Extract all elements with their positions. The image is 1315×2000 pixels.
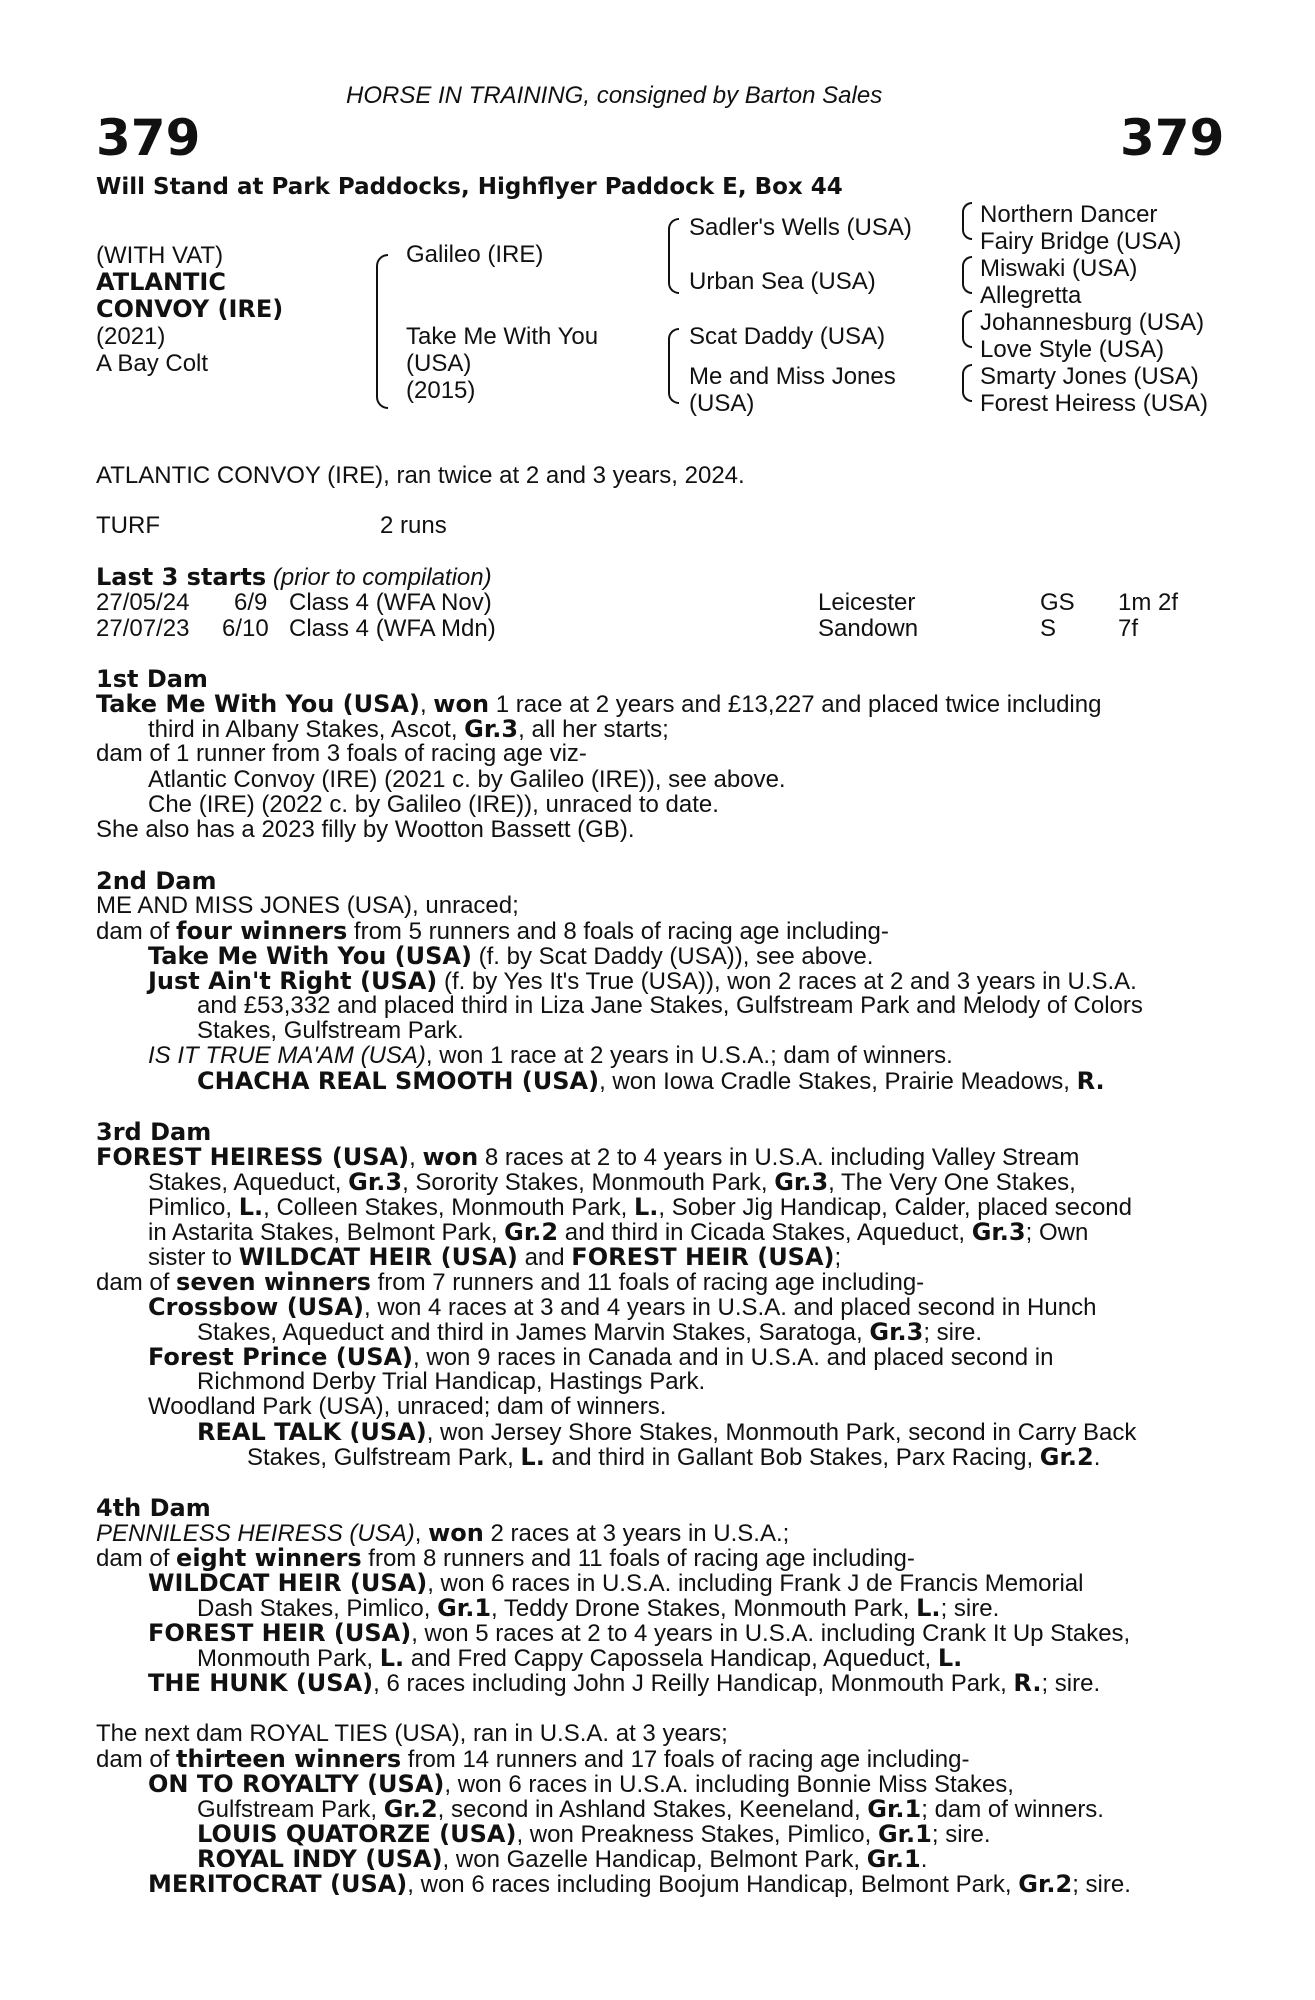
bold-text: L. xyxy=(916,1594,941,1622)
start-date: 27/05/24 xyxy=(96,589,190,616)
horse-year: (2021) xyxy=(96,323,166,350)
race-summary: ATLANTIC CONVOY (IRE), ran twice at 2 and 3 years, 2024. xyxy=(96,462,745,489)
pedigree-brace xyxy=(668,254,679,294)
section-title: 1st Dam xyxy=(96,665,208,693)
produce-line xyxy=(148,1670,1100,1697)
horse-name-line2: CONVOY (IRE) xyxy=(96,295,284,323)
bold-text: Gr.1 xyxy=(867,1795,922,1823)
dam-text: , xyxy=(409,1144,423,1171)
won-label: won xyxy=(433,690,490,718)
text-segment: and third in Gallant Bob Stakes, Parx Racing, xyxy=(544,1444,1040,1471)
dam-text: , won 1 race at 2 years in U.S.A.; dam of winners. xyxy=(425,1042,953,1069)
produce-line xyxy=(148,1871,1131,1898)
winners-count: four winners xyxy=(176,917,348,945)
text-segment: , Sober Jig Handicap, Calder, placed second xyxy=(658,1194,1132,1221)
dam-line xyxy=(96,1144,1079,1171)
dam-line xyxy=(148,1244,841,1271)
bold-text: L. xyxy=(633,1193,659,1221)
text-segment: dam of xyxy=(96,1746,177,1773)
dam-text: 1 race at 2 years and £13,227 and placed twice including xyxy=(489,691,1102,718)
text-segment: and third in Cicada Stakes, Aqueduct, xyxy=(558,1219,972,1246)
text-segment: ; sire. xyxy=(923,1319,982,1346)
text-segment: , won 6 races including Boojum Handicap, Belmont Park, xyxy=(407,1871,1019,1898)
text-segment: , 6 races including John J Reilly Handicap, Monmouth Park, xyxy=(373,1670,1014,1697)
produce-line: and £53,332 and placed third in Liza Jane Stakes, Gulfstream Park and Melody of Colors xyxy=(197,992,1143,1019)
dam-text: third in Albany Stakes, Ascot, xyxy=(148,716,465,743)
horse-description: A Bay Colt xyxy=(96,350,209,377)
dam-line: Take Me With You (USA), won 1 race at 2 years and £13,227 and placed twice including xyxy=(96,690,1102,718)
start-class: Class 4 (WFA Mdn) xyxy=(289,615,496,642)
horse-name: IS IT TRUE MA'AM (USA) xyxy=(148,1042,426,1069)
dam-name: Take Me With You (USA) xyxy=(96,690,420,718)
bold-text: Gr.2 xyxy=(504,1218,559,1246)
text-segment: and xyxy=(517,1244,572,1271)
produce-line xyxy=(148,1294,1096,1321)
produce-line: Atlantic Convoy (IRE) (2021 c. by Galileo (IRE)), see above. xyxy=(148,766,786,793)
bold-text: Gr.2 xyxy=(1039,1443,1094,1471)
text-segment: and Fred Cappy Capossela Handicap, Aqueduct, xyxy=(404,1645,938,1672)
dam-line: The next dam ROYAL TIES (USA), ran in U.S.A. at 3 years; xyxy=(96,1720,728,1747)
text-segment: Gulfstream Park, xyxy=(197,1796,384,1823)
text-segment: from 14 runners and 17 foals of racing age including- xyxy=(401,1746,970,1773)
grade-label: Gr.3 xyxy=(464,715,519,743)
bold-text: R. xyxy=(1013,1669,1042,1697)
produce-line: Richmond Derby Trial Handicap, Hastings Park. xyxy=(197,1368,706,1395)
text-segment: Pimlico, xyxy=(148,1194,239,1221)
horse-name: Just Ain't Right (USA) xyxy=(148,967,438,995)
bold-text: Gr.2 xyxy=(383,1795,438,1823)
pedigree-brace xyxy=(962,220,972,240)
dam-line xyxy=(96,918,889,945)
pedigree-brace xyxy=(962,274,972,294)
text-segment: from 8 runners and 11 foals of racing age including- xyxy=(361,1545,915,1572)
text-segment: ; sire. xyxy=(1041,1670,1101,1697)
last-starts-title: Last 3 starts xyxy=(96,563,267,591)
bold-text: MERITOCRAT (USA) xyxy=(148,1870,408,1898)
produce-line xyxy=(197,1821,991,1848)
dam-text: from 5 runners and 8 foals of racing age including- xyxy=(347,918,889,945)
pedigree-dam-line3: (2015) xyxy=(406,377,476,404)
pedigree-sire: Galileo (IRE) xyxy=(406,241,544,268)
bold-text: L. xyxy=(238,1193,264,1221)
pedigree-brace xyxy=(376,337,388,409)
bold-text: ROYAL INDY (USA) xyxy=(197,1845,443,1873)
pedigree-sds: Miswaki (USA) xyxy=(980,255,1138,282)
pedigree-sdd: Allegretta xyxy=(980,282,1082,309)
text-segment: , won 5 races at 2 to 4 years in U.S.A. including Crank It Up Stakes, xyxy=(411,1620,1131,1647)
produce-line xyxy=(148,1344,1053,1371)
text-segment: from 7 runners and 11 foals of racing age including- xyxy=(370,1269,925,1296)
bold-text: seven winners xyxy=(176,1268,371,1296)
pedigree-brace xyxy=(668,364,679,404)
text-segment: , won Preakness Stakes, Pimlico, xyxy=(516,1821,878,1848)
pedigree-dam-line2: (USA) xyxy=(406,350,472,377)
dam-line xyxy=(148,716,669,743)
pedigree-dam-dam-line2: (USA) xyxy=(689,390,755,417)
start-distance: 1m 2f xyxy=(1118,589,1179,616)
produce-line xyxy=(197,1419,1136,1446)
bold-text: FOREST HEIR (USA) xyxy=(571,1243,835,1271)
produce-line: Che (IRE) (2022 c. by Galileo (IRE)), unraced to date. xyxy=(148,791,719,818)
produce-line xyxy=(197,1595,999,1622)
last-starts-heading xyxy=(96,564,492,591)
text-segment: ; dam of winners. xyxy=(921,1796,1104,1823)
dam-text: , won Iowa Cradle Stakes, Prairie Meadows, xyxy=(599,1068,1077,1095)
text-segment: , won 9 races in Canada and in U.S.A. and placed second in xyxy=(413,1344,1054,1371)
start-course: Sandown xyxy=(818,615,919,642)
last-starts-note: (prior to compilation) xyxy=(272,564,492,591)
start-position: 6/9 xyxy=(234,589,268,616)
pedigree-brace xyxy=(668,218,679,256)
bold-text: Gr.3 xyxy=(869,1318,924,1346)
bold-text: Gr.2 xyxy=(1018,1870,1073,1898)
pedigree-brace xyxy=(962,328,972,348)
lot-number-right: 379 xyxy=(1120,109,1225,167)
produce-line xyxy=(148,1620,1130,1647)
surface-label: TURF xyxy=(96,512,160,539)
horse-name: Take Me With You (USA) xyxy=(148,942,472,970)
text-segment: ; sire. xyxy=(1072,1871,1131,1898)
pedigree-brace xyxy=(962,202,972,222)
produce-line xyxy=(148,968,1137,995)
pedigree-sss: Northern Dancer xyxy=(980,201,1158,228)
dam-text: (f. by Scat Daddy (USA)), see above. xyxy=(471,943,874,970)
start-position: 6/10 xyxy=(222,615,269,642)
text-segment: , won Gazelle Handicap, Belmont Park, xyxy=(442,1846,867,1873)
text-segment: , won 6 races in U.S.A. including Bonnie Miss Stakes, xyxy=(444,1771,1014,1798)
dam-line xyxy=(96,1746,969,1773)
dam-line: dam of 1 runner from 3 foals of racing age viz- xyxy=(96,740,587,767)
italic-text: PENNILESS HEIRESS (USA) xyxy=(96,1520,415,1547)
dam-text: (f. by Yes It's True (USA)), won 2 races at 2 and 3 years in U.S.A. xyxy=(437,968,1137,995)
dam-text: dam of xyxy=(96,918,177,945)
bold-text: THE HUNK (USA) xyxy=(148,1669,374,1697)
bold-text: ON TO ROYALTY (USA) xyxy=(148,1770,445,1798)
start-going: GS xyxy=(1040,589,1075,616)
pedigree-brace xyxy=(668,328,679,366)
text-segment: dam of xyxy=(96,1269,177,1296)
text-segment: , won Jersey Shore Stakes, Monmouth Park, second in Carry Back xyxy=(426,1419,1137,1446)
pedigree-sire-dam: Urban Sea (USA) xyxy=(689,268,876,295)
bold-text: L. xyxy=(937,1644,963,1672)
start-course: Leicester xyxy=(818,589,916,616)
text-segment: , Colleen Stakes, Monmouth Park, xyxy=(263,1194,634,1221)
produce-line xyxy=(148,943,873,970)
dam-name: FOREST HEIRESS (USA) xyxy=(96,1143,410,1171)
pedigree-dss: Johannesburg (USA) xyxy=(980,309,1205,336)
text-segment: , second in Ashland Stakes, Keeneland, xyxy=(437,1796,868,1823)
dam-line xyxy=(148,1219,1088,1246)
surface-runs: 2 runs xyxy=(380,512,447,539)
text-segment: ; sire. xyxy=(940,1595,1000,1622)
pedigree-brace xyxy=(962,382,972,402)
text-segment: sister to xyxy=(148,1244,239,1271)
dam-line: ME AND MISS JONES (USA), unraced; xyxy=(96,892,519,919)
pedigree-ddd: Forest Heiress (USA) xyxy=(980,390,1209,417)
bold-text: Gr.1 xyxy=(877,1820,932,1848)
text-segment: Stakes, Gulfstream Park, xyxy=(247,1444,521,1471)
won-label: won xyxy=(422,1143,479,1171)
bold-text: LOUIS QUATORZE (USA) xyxy=(197,1820,517,1848)
bold-text: won xyxy=(428,1519,484,1547)
pedigree-ssd: Fairy Bridge (USA) xyxy=(980,228,1182,255)
produce-line xyxy=(197,1645,962,1672)
dam-line xyxy=(96,1269,924,1296)
stand-location: Will Stand at Park Paddocks, Highflyer Paddock E, Box 44 xyxy=(96,174,843,200)
produce-line xyxy=(197,1796,1104,1823)
dam-text: , all her starts; xyxy=(518,716,669,743)
text-segment: , xyxy=(414,1520,429,1547)
bold-text: thirteen winners xyxy=(176,1745,402,1773)
produce-line xyxy=(148,1771,1014,1798)
bold-text: WILDCAT HEIR (USA) xyxy=(238,1243,518,1271)
bold-text: Crossbow (USA) xyxy=(148,1293,364,1321)
start-distance: 7f xyxy=(1118,615,1139,642)
text-segment: Monmouth Park, xyxy=(197,1645,380,1672)
text-segment: ; xyxy=(834,1244,842,1271)
produce-line: Stakes, Gulfstream Park. xyxy=(197,1017,464,1044)
text-segment: ; Own xyxy=(1025,1219,1089,1246)
bold-text: eight winners xyxy=(176,1544,362,1572)
text-segment: in Astarita Stakes, Belmont Park, xyxy=(148,1219,505,1246)
pedigree-brace xyxy=(962,256,972,276)
pedigree-dds: Smarty Jones (USA) xyxy=(980,363,1199,390)
bold-text: WILDCAT HEIR (USA) xyxy=(148,1569,428,1597)
section-title: 4th Dam xyxy=(96,1494,211,1522)
pedigree-dam-dam-line1: Me and Miss Jones xyxy=(689,363,896,390)
produce-line xyxy=(247,1444,1100,1471)
text-segment: ; sire. xyxy=(931,1821,991,1848)
pedigree-brace xyxy=(962,364,972,384)
text-segment: Stakes, Aqueduct and third in James Marvin Stakes, Saratoga, xyxy=(197,1319,870,1346)
bold-text: L. xyxy=(520,1443,545,1471)
bold-text: Gr.1 xyxy=(866,1845,921,1873)
grade-label: R. xyxy=(1076,1067,1105,1095)
section-title: 3rd Dam xyxy=(96,1118,212,1146)
text-segment: Stakes, Aqueduct, xyxy=(148,1169,349,1196)
text-segment: 2 races at 3 years in U.S.A.; xyxy=(483,1520,790,1547)
dam-line xyxy=(148,1169,1076,1196)
produce-line xyxy=(148,1570,1083,1597)
bold-text: Forest Prince (USA) xyxy=(148,1343,414,1371)
start-class: Class 4 (WFA Nov) xyxy=(289,589,492,616)
dam-text: 8 races at 2 to 4 years in U.S.A. including Valley Stream xyxy=(478,1144,1080,1171)
pedigree-brace xyxy=(376,254,388,339)
bold-text: REAL TALK (USA) xyxy=(197,1418,427,1446)
lot-number-left: 379 xyxy=(96,109,201,167)
text-segment: , The Very One Stakes, xyxy=(828,1169,1076,1196)
catalogue-heading: HORSE IN TRAINING, consigned by Barton Sales xyxy=(346,82,883,109)
produce-line xyxy=(197,1068,1105,1095)
text-segment: dam of xyxy=(96,1545,177,1572)
pedigree-dsd: Love Style (USA) xyxy=(980,336,1165,363)
produce-line xyxy=(197,1319,982,1346)
text-segment: , won 6 races in U.S.A. including Frank J de Francis Memorial xyxy=(427,1570,1084,1597)
text-segment: , Teddy Drone Stakes, Monmouth Park, xyxy=(491,1595,917,1622)
section-title: 2nd Dam xyxy=(96,867,217,895)
text-segment: , Sorority Stakes, Monmouth Park, xyxy=(402,1169,775,1196)
dam-line xyxy=(148,1194,1132,1221)
pedigree-brace xyxy=(962,310,972,330)
dam-line xyxy=(96,1520,789,1547)
bold-text: Gr.3 xyxy=(774,1168,829,1196)
text-segment: , won 4 races at 3 and 4 years in U.S.A. and placed second in Hunch xyxy=(364,1294,1097,1321)
dam-line: She also has a 2023 filly by Wootton Bassett (GB). xyxy=(96,816,635,843)
horse-name-line1: ATLANTIC xyxy=(96,268,226,296)
bold-text: Gr.1 xyxy=(437,1594,492,1622)
text-segment: . xyxy=(1093,1444,1101,1471)
vat-note: (WITH VAT) xyxy=(96,242,224,269)
pedigree-dam-sire: Scat Daddy (USA) xyxy=(689,323,886,350)
horse-name: CHACHA REAL SMOOTH (USA) xyxy=(197,1067,600,1095)
produce-line xyxy=(197,1846,927,1873)
start-going: S xyxy=(1040,615,1057,642)
pedigree-dam-line1: Take Me With You xyxy=(406,323,599,350)
text-segment: . xyxy=(920,1846,928,1873)
bold-text: Gr.3 xyxy=(971,1218,1026,1246)
produce-line xyxy=(148,1043,953,1069)
produce-line: Woodland Park (USA), unraced; dam of winners. xyxy=(148,1393,667,1420)
pedigree-sire-sire: Sadler's Wells (USA) xyxy=(689,214,912,241)
text-segment: Dash Stakes, Pimlico, xyxy=(197,1595,438,1622)
bold-text: L. xyxy=(379,1644,405,1672)
dam-line xyxy=(96,1545,915,1572)
bold-text: Gr.3 xyxy=(348,1168,403,1196)
bold-text: FOREST HEIR (USA) xyxy=(148,1619,412,1647)
start-date: 27/07/23 xyxy=(96,615,190,642)
